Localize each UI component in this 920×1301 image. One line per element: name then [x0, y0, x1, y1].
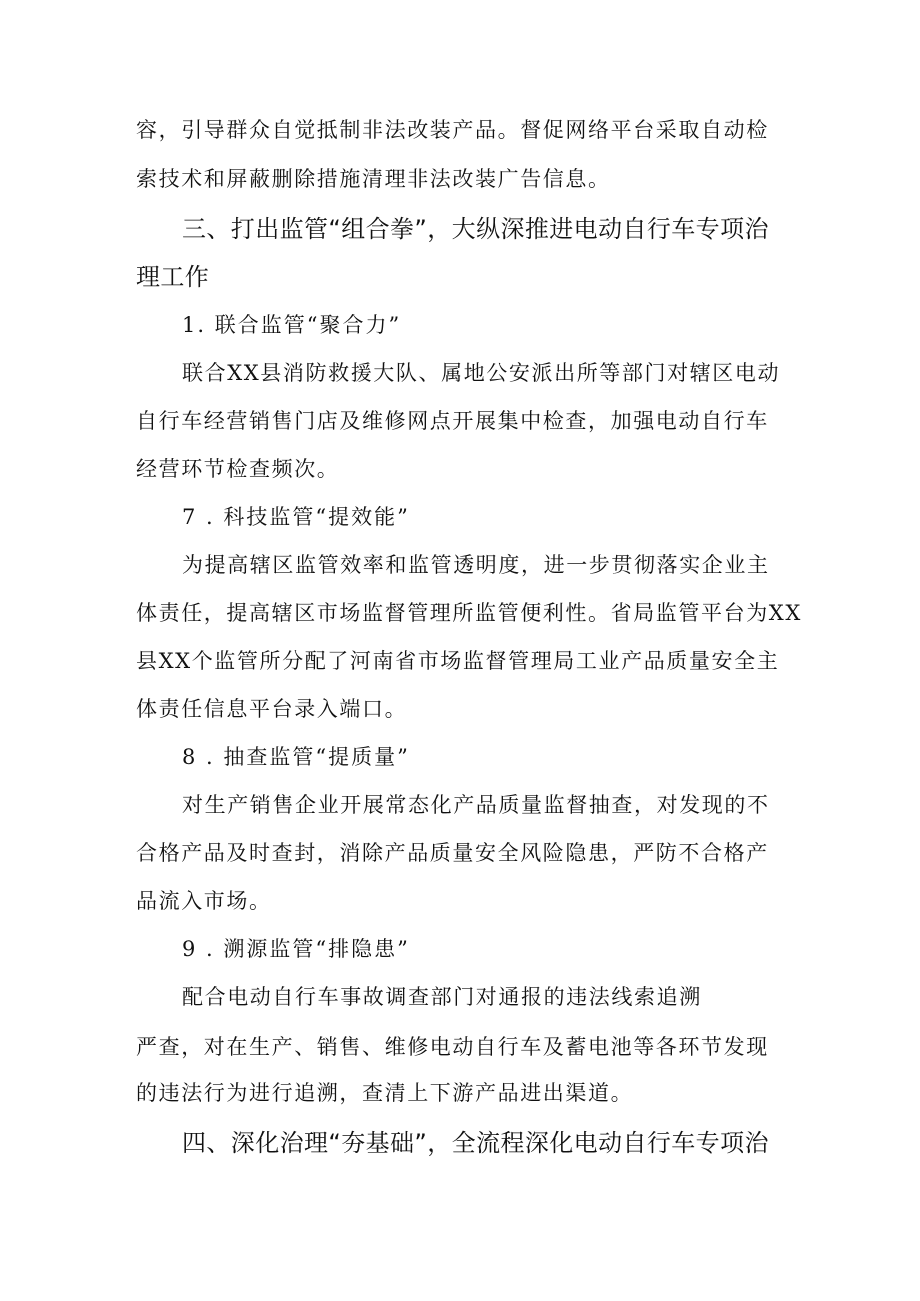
paragraph-line: 县XX个监管所分配了河南省市场监督管理局工业产品质量安全主: [136, 649, 780, 673]
paragraph-line: 联合XX县消防救援大队、属地公安派出所等部门对辖区电动: [182, 361, 781, 385]
paragraph-line: 为提高辖区监管效率和监管透明度，进一步贯彻落实企业主: [182, 553, 770, 577]
section-heading-4: 四、深化治理“夯基础”，全流程深化电动自行车专项治: [182, 1129, 769, 1157]
section-heading-3: 三、打出监管“组合拳”，大纵深推进电动自行车专项治: [182, 215, 769, 243]
paragraph-line: 体责任信息平台录入端口。: [136, 697, 408, 721]
paragraph-line: 配合电动自行车事故调查部门对通报的违法线索追溯: [182, 985, 702, 1009]
paragraph-line: 对生产销售企业开展常态化产品质量监督抽查，对发现的不: [182, 793, 770, 817]
paragraph-line: 自行车经营销售门店及维修网点开展集中检查，加强电动自行车: [136, 409, 769, 433]
subheading-8: 8 . 抽查监管“提质量”: [182, 745, 410, 769]
subheading-1: 1. 联合监管“聚合力”: [182, 313, 402, 337]
subheading-9: 9 . 溯源监管“排隐患”: [182, 937, 410, 961]
paragraph-line: 经营环节检查频次。: [136, 457, 340, 481]
paragraph-line: 品流入市场。: [136, 889, 272, 913]
paragraph-line: 体责任，提高辖区市场监督管理所监管便利性。省局监管平台为XX: [136, 601, 802, 625]
paragraph-line: 合格产品及时查封，消除产品质量安全风险隐患，严防不合格产: [136, 841, 769, 865]
subheading-7: 7 . 科技监管“提效能”: [182, 505, 410, 529]
paragraph-line: 的违法行为进行追溯，查清上下游产品进出渠道。: [136, 1081, 634, 1105]
paragraph-line: 严查，对在生产、销售、维修电动自行车及蓄电池等各环节发现: [136, 1035, 769, 1059]
section-heading-3-cont: 理工作: [136, 263, 210, 291]
paragraph-line: 容，引导群众自觉抵制非法改装产品。督促网络平台采取自动检: [136, 118, 769, 142]
paragraph-line: 索技术和屏蔽删除措施清理非法改装广告信息。: [136, 167, 611, 191]
